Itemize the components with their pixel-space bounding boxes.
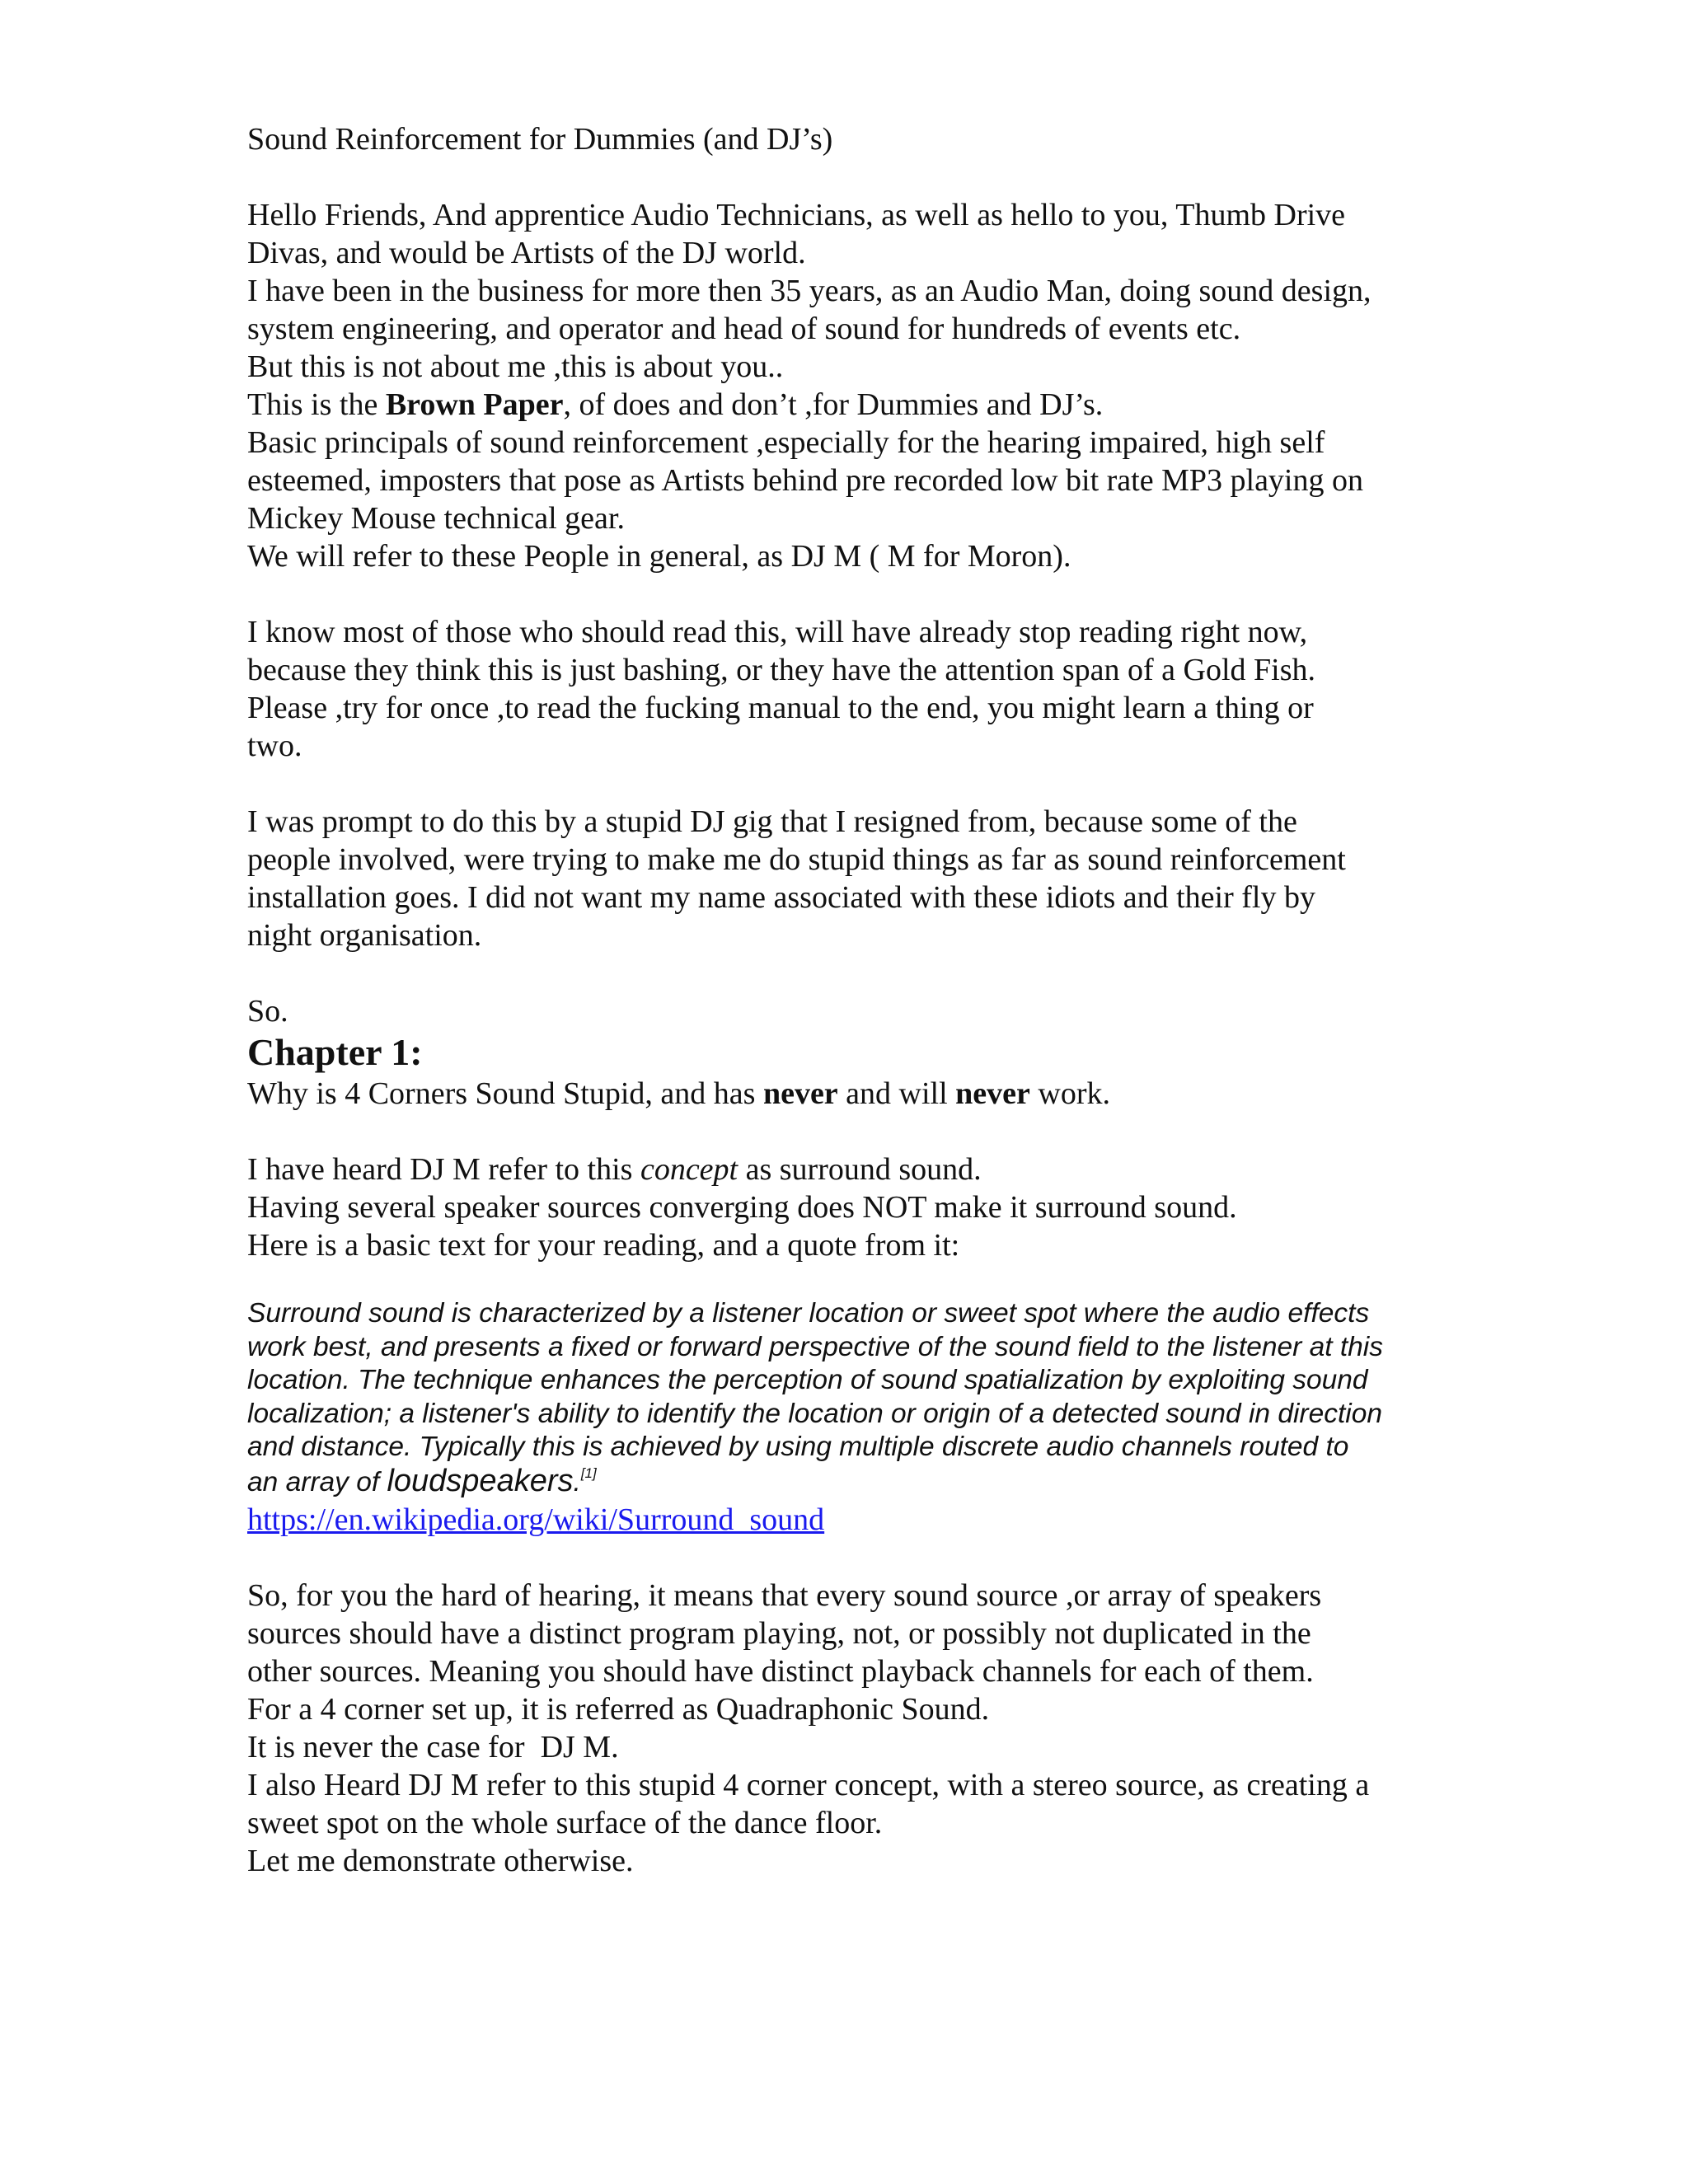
paragraph-gap [247, 1264, 1451, 1297]
paragraph-gap [247, 954, 1451, 992]
paragraph-gap [247, 158, 1451, 196]
footnote-marker: [1] [580, 1465, 597, 1481]
wikipedia-quote [247, 1297, 1451, 1499]
paragraph-gap [247, 1539, 1451, 1577]
hearing-line: It is never the case for DJ M. [247, 1730, 619, 1765]
document-page [247, 120, 1451, 1880]
chapter-subtitle: Why is 4 Corners Sound Stupid, and has never and will never work. [247, 1076, 1110, 1111]
quote-line: location. The technique enhances the perception of sound spatialization by exploiting sound [247, 1365, 1368, 1395]
hearing-line: So, for you the hard of hearing, it means that every sound source ,or array of speakers [247, 1578, 1322, 1613]
intro-line: I have been in the business for more then 35 years, as an Audio Man, doing sound design, [247, 274, 1372, 308]
prompt-line: installation goes. I did not want my name associated with these idiots and their fly by [247, 880, 1315, 915]
principals-line: Basic principals of sound reinforcement ,especially for the hearing impaired, high self [247, 425, 1325, 460]
document-title: Sound Reinforcement for Dummies (and DJ’s) [247, 122, 833, 157]
paragraph-gap [247, 1113, 1451, 1151]
hearing-line: I also Heard DJ M refer to this stupid 4 corner concept, with a stereo source, as creating a [247, 1768, 1370, 1802]
hearing-line: sources should have a distinct program playing, not, or possibly not duplicated in the [247, 1616, 1311, 1651]
quote-line: and distance. Typically this is achieved by using multiple discrete audio channels routed to [247, 1432, 1349, 1462]
quote-line: localization; a listener's ability to identify the location or origin of a detected sound in direction [247, 1398, 1382, 1429]
principals-line: We will refer to these People in general, as DJ M ( M for Moron). [247, 539, 1071, 574]
quote-line: an array of loudspeakers.[1] [247, 1463, 597, 1498]
intro-line: But this is not about me ,this is about you.. [247, 349, 784, 384]
so-line: So. [247, 994, 288, 1029]
hearing-line: For a 4 corner set up, it is referred as Quadraphonic Sound. [247, 1692, 990, 1727]
prompt-line: people involved, were trying to make me do stupid things as far as sound reinforcement [247, 842, 1346, 877]
chapter-heading: Chapter 1: [247, 1031, 423, 1073]
principals-line: esteemed, imposters that pose as Artists behind pre recorded low bit rate MP3 playing on [247, 463, 1363, 498]
reading-line: two. [247, 729, 302, 763]
wikipedia-link[interactable]: https://en.wikipedia.org/wiki/Surround_sound [247, 1502, 825, 1537]
hearing-line: sweet spot on the whole surface of the dance floor. [247, 1806, 883, 1840]
intro-line: system engineering, and operator and head of sound for hundreds of events etc. [247, 312, 1241, 346]
surround-line: Here is a basic text for your reading, and a quote from it: [247, 1228, 960, 1263]
quote-line: work best, and presents a fixed or forward perspective of the sound field to the listener at this [247, 1331, 1383, 1362]
quote-line: Surround sound is characterized by a listener location or sweet spot where the audio effects [247, 1298, 1370, 1329]
reading-line: I know most of those who should read this, will have already stop reading right now, [247, 615, 1308, 649]
intro-line: Divas, and would be Artists of the DJ world. [247, 236, 806, 270]
brown-paper-line: This is the Brown Paper, of does and don’t ,for Dummies and DJ’s. [247, 387, 1104, 422]
prompt-line: night organisation. [247, 918, 482, 953]
surround-line: Having several speaker sources converging does NOT make it surround sound. [247, 1190, 1237, 1225]
reading-line: Please ,try for once ,to read the fucking manual to the end, you might learn a thing or [247, 691, 1314, 725]
concept-line: I have heard DJ M refer to this concept as surround sound. [247, 1152, 982, 1187]
paragraph-gap [247, 575, 1451, 613]
intro-line: Hello Friends, And apprentice Audio Technicians, as well as hello to you, Thumb Drive [247, 198, 1346, 232]
paragraph-gap [247, 765, 1451, 803]
reading-line: because they think this is just bashing, or they have the attention span of a Gold Fish. [247, 653, 1316, 687]
hearing-line: Let me demonstrate otherwise. [247, 1844, 634, 1878]
prompt-line: I was prompt to do this by a stupid DJ gig that I resigned from, because some of the [247, 804, 1297, 839]
hearing-line: other sources. Meaning you should have distinct playback channels for each of them. [247, 1654, 1314, 1689]
brown-paper-bold: Brown Paper [385, 387, 564, 422]
principals-line: Mickey Mouse technical gear. [247, 501, 625, 536]
